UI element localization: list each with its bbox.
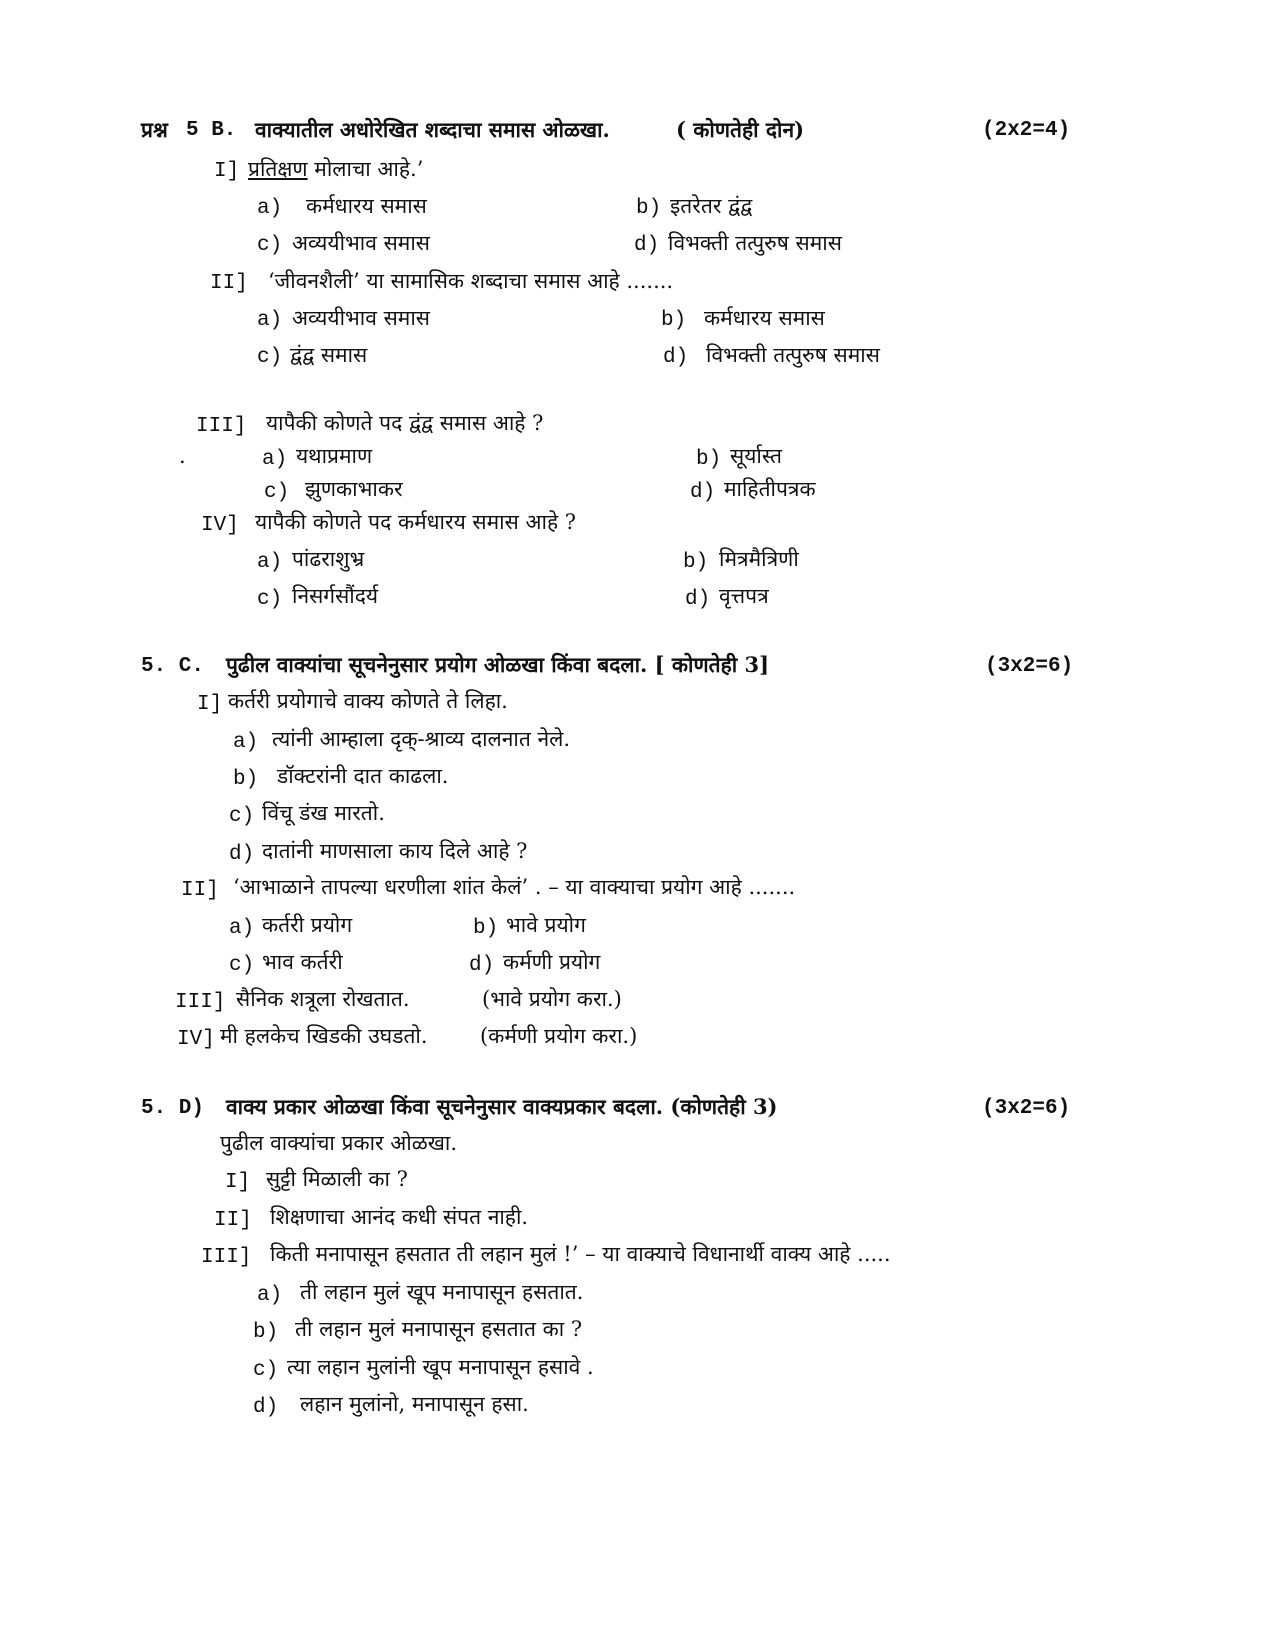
- q-text: यापैकी कोणते पद कर्मधारय समास आहे ?: [255, 510, 577, 534]
- option-label: c): [229, 805, 255, 828]
- option-label: a): [233, 731, 259, 754]
- option-label: a): [257, 551, 283, 574]
- section-marks: (2x2=4): [982, 119, 1071, 142]
- question-number: 5. C.: [141, 655, 205, 678]
- option-label: d): [634, 234, 660, 257]
- q-text: मी हलकेच खिडकी उघडतो.: [220, 1024, 428, 1048]
- option-label: c): [229, 954, 255, 977]
- option-d: वृत्तपत्र: [719, 584, 769, 608]
- option-label: d): [229, 843, 255, 866]
- stray-dot: .: [179, 444, 186, 468]
- q-number: IV]: [177, 1028, 215, 1051]
- option-c: भाव कर्तरी: [262, 950, 343, 974]
- option-a: पांढराशुभ्र: [292, 547, 365, 571]
- option-label: c): [257, 346, 283, 369]
- option-a: यथाप्रमाण: [296, 444, 373, 468]
- q-number: III]: [201, 1246, 252, 1269]
- option-c: अव्ययीभाव समास: [292, 231, 430, 255]
- option-label: c): [257, 588, 283, 611]
- q-number: II]: [181, 879, 219, 902]
- option-label: b): [473, 917, 499, 940]
- option-label: a): [257, 309, 283, 332]
- q-number: II]: [210, 272, 248, 295]
- option-label: a): [257, 197, 283, 220]
- option-d: माहितीपत्रक: [724, 477, 816, 501]
- option-c: त्या लहान मुलांनी खूप मनापासून हसावे .: [287, 1355, 594, 1379]
- option-c: द्वंद्व समास: [290, 343, 368, 367]
- q-hint: (भावे प्रयोग करा.): [482, 987, 622, 1011]
- section-title: पुढील वाक्यांचा सूचनेनुसार प्रयोग ओळखा किंवा बदला. [ कोणतेही 3]: [226, 652, 770, 677]
- option-label: c): [257, 234, 283, 257]
- section-title: वाक्य प्रकार ओळखा किंवा सूचनेनुसार वाक्यप्रकार बदला. (कोणतेही 3): [226, 1094, 778, 1119]
- option-d: विभक्ती तत्पुरुष समास: [706, 343, 880, 367]
- option-label: b): [696, 448, 722, 471]
- option-label: b): [233, 768, 259, 791]
- q-number: I]: [225, 1171, 251, 1194]
- option-label: b): [683, 551, 709, 574]
- q-text: ‘जीवनशैली’ या सामासिक शब्दाचा समास आहे .......: [268, 269, 674, 293]
- option-label: d): [253, 1396, 279, 1419]
- option-c: झुणकाभाकर: [305, 477, 403, 501]
- question-number: 5. D): [141, 1097, 205, 1120]
- option-b: इतरेतर द्वंद्व: [670, 194, 753, 218]
- option-b: सूर्यास्त: [730, 444, 782, 468]
- subheading: पुढील वाक्यांचा प्रकार ओळखा.: [220, 1131, 458, 1155]
- option-c: विंचू डंख मारतो.: [262, 801, 385, 825]
- option-label: a): [262, 448, 288, 471]
- question-label: प्रश्न: [141, 117, 168, 142]
- q-text: सैनिक शत्रूला रोखतात.: [236, 987, 410, 1011]
- section-marks: (3x2=6): [982, 1097, 1071, 1120]
- option-a: ती लहान मुलं खूप मनापासून हसतात.: [300, 1280, 584, 1304]
- option-a: कर्मधारय समास: [306, 194, 427, 218]
- q-number: I]: [214, 160, 240, 183]
- option-b: ती लहान मुलं मनापासून हसतात का ?: [295, 1317, 583, 1341]
- option-label: d): [663, 346, 689, 369]
- section-any: ( कोणतेही दोन): [676, 117, 805, 142]
- q-number: I]: [197, 693, 223, 716]
- q-hint: (कर्मणी प्रयोग करा.): [480, 1024, 638, 1048]
- option-label: c): [253, 1359, 279, 1382]
- option-label: b): [636, 197, 662, 220]
- option-label: a): [257, 1284, 283, 1307]
- section-title: वाक्यातील अधोरेखित शब्दाचा समास ओळखा.: [255, 117, 610, 142]
- q-text: किती मनापासून हसतात ती लहान मुलं !’ – या वाक्याचे विधानार्थी वाक्य आहे .....: [270, 1242, 891, 1266]
- option-label: a): [229, 917, 255, 940]
- option-label: d): [469, 954, 495, 977]
- option-d: विभक्ती तत्पुरुष समास: [668, 231, 842, 255]
- option-label: d): [690, 481, 716, 504]
- option-a: त्यांनी आम्हाला दृक्-श्राव्य दालनात नेले.: [272, 727, 571, 751]
- option-d: कर्मणी प्रयोग: [503, 950, 601, 974]
- option-b: भावे प्रयोग: [506, 913, 586, 937]
- option-label: d): [685, 588, 711, 611]
- option-c: निसर्गसौंदर्य: [292, 584, 379, 608]
- q-text: शिक्षणाचा आनंद कधी संपत नाही.: [270, 1205, 529, 1229]
- q-text: यापैकी कोणते पद द्वंद्व समास आहे ?: [266, 411, 544, 435]
- option-label: b): [661, 309, 687, 332]
- option-a: अव्ययीभाव समास: [292, 306, 430, 330]
- question-number: 5 B.: [186, 119, 237, 142]
- option-a: कर्तरी प्रयोग: [262, 913, 353, 937]
- underlined-word: प्रतिक्षण: [248, 157, 308, 181]
- option-d: दातांनी माणसाला काय दिले आहे ?: [262, 839, 528, 863]
- q-text: सुट्टी मिळाली का ?: [266, 1167, 408, 1191]
- option-label: b): [253, 1321, 279, 1344]
- section-marks: (3x2=6): [985, 655, 1074, 678]
- q-number: III]: [175, 991, 226, 1014]
- option-b: डॉक्टरांनी दात काढला.: [277, 764, 449, 788]
- option-b: कर्मधारय समास: [704, 306, 825, 330]
- q-number: III]: [196, 415, 247, 438]
- option-d: लहान मुलांनो, मनापासून हसा.: [300, 1392, 529, 1416]
- option-label: c): [264, 481, 290, 504]
- q-text: कर्तरी प्रयोगाचे वाक्य कोणते ते लिहा.: [228, 689, 508, 713]
- q-number: IV]: [201, 514, 239, 537]
- q-number: II]: [214, 1209, 252, 1232]
- q-text: प्रतिक्षण मोलाचा आहे.’: [248, 157, 424, 181]
- q-text: ‘आभाळाने तापल्या धरणीला शांत केलं’ . – या वाक्याचा प्रयोग आहे .......: [233, 875, 796, 899]
- option-b: मित्रमैत्रिणी: [719, 547, 799, 571]
